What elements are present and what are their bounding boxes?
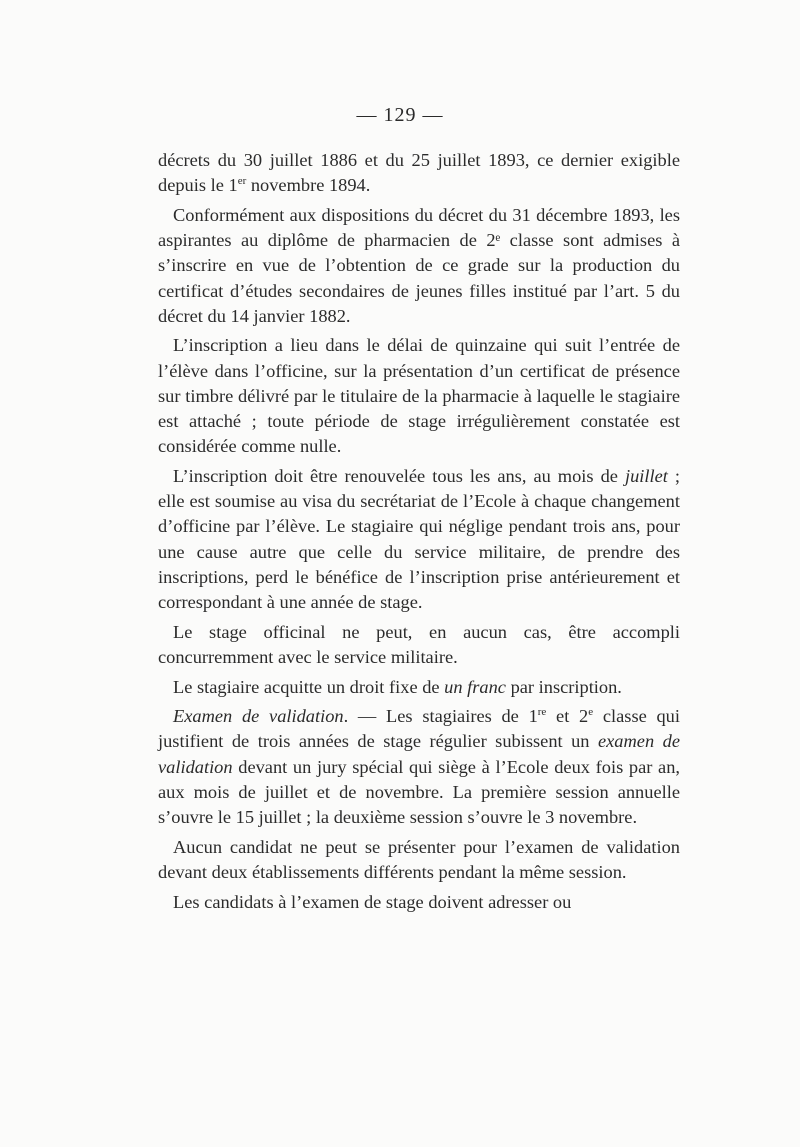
paragraph-6 (158, 675, 680, 700)
paragraph-3: L’inscription a lieu dans le délai de quinzaine qui suit l’entrée de l’élève dans l’officine, sur la présentation d’un certificat de présence sur timbre délivré par le titulaire de la pharmacie à laquelle le stagiaire est attaché ; toute période de stage irrégulièrement constatée est considérée comme nulle. (158, 335, 680, 457)
paragraph-7-tail: devant un jury spécial qui siège à l’Ecole deux fois par an, aux mois de juillet et de novembre. La première session annuelle s’ouvre le 15 juillet ; la deuxième session s’ouvre le 3 novembre. (158, 756, 680, 828)
paragraph-7-superscript-2: e (588, 706, 594, 719)
paragraph-6-tail: par inscription. (505, 676, 622, 697)
paragraph-1-tail: novembre 1894. (246, 175, 371, 196)
paragraph-1-superscript: er (237, 175, 247, 188)
paragraph-6-italic: un franc (444, 676, 506, 697)
paragraph-7-mid-2: et 2 (546, 706, 589, 727)
paragraph-4 (158, 464, 680, 615)
section-heading-examen: Examen de validation (173, 706, 344, 727)
paragraph-2: Conformément aux dispositions du décret du 31 décembre 1893, les aspirantes au diplôme de pharmacien de 2ᵉ classe sont admises à s’inscrire en vue de l’obtention de ce grade sur la production du certificat d’études secondaires de jeunes filles institué par l’art. 5 du décret du 14 janvier 1882. (158, 204, 680, 326)
paragraph-7 (158, 704, 680, 830)
paragraph-4-tail: ; elle est soumise au visa du secrétariat de l’Ecole à chaque changement d’officine par l’élève. Le stagiaire qui néglige pendant trois ans, pour une cause autre que celle du service militaire, de prendre des inscriptions, perd le bénéfice de l’inscription prise antérieurement et correspondant à une année de stage. (158, 465, 680, 612)
paragraph-5: Le stage officinal ne peut, en aucun cas, être accompli concurremment avec le service militaire. (158, 621, 680, 667)
paragraph-1-text: décrets du 30 juillet 1886 et du 25 juillet 1893, ce dernier exigible depuis le 1 (158, 150, 680, 196)
page-number: — 129 — (356, 104, 444, 126)
paragraph-7-superscript-1: re (537, 706, 547, 719)
paragraph-7-mid-1: . — Les stagiaires de 1 (343, 706, 538, 727)
paragraph-9: Les candidats à l’examen de stage doivent adresser ou (173, 891, 572, 912)
paragraph-6-lead: Le stagiaire acquitte un droit fixe de (173, 676, 445, 697)
paragraph-4-lead: L’inscription doit être renouvelée tous les ans, au mois de (173, 465, 625, 486)
paragraph-8: Aucun candidat ne peut se présenter pour l’examen de validation devant deux établissements différents pendant la même session. (158, 836, 680, 882)
paragraph-4-italic: juillet (624, 465, 668, 486)
body-text (158, 148, 680, 915)
paragraph-7-italic: examen de validation (158, 731, 680, 777)
paragraph-1 (158, 148, 680, 198)
paragraph-7-mid-3: classe qui justifient de trois années de stage régulier subissent un (158, 706, 680, 752)
